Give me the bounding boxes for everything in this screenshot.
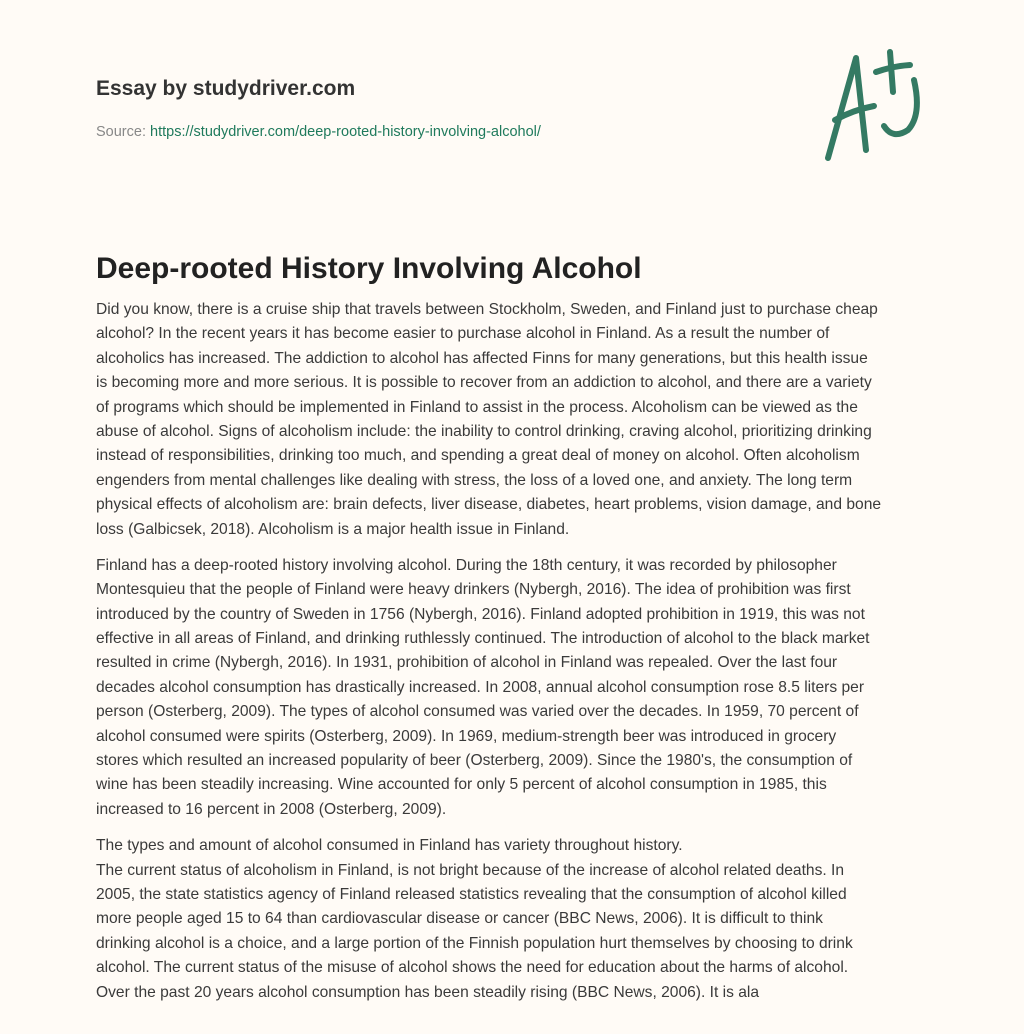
paragraph bbox=[96, 554, 936, 822]
paragraph-line: instead of responsibilities, drinking too much, and spending a great deal of money on alcohol. Often alcoholism bbox=[96, 447, 860, 465]
source-line bbox=[96, 124, 541, 140]
paragraph-line: drinking alcohol is a choice, and a large portion of the Finnish population hurt themselves by choosing to drink bbox=[96, 934, 853, 952]
paragraph-line: is becoming more and more serious. It is possible to recover from an addiction to alcohol, and there are a variety bbox=[96, 374, 872, 392]
paragraph-line: effective in all areas of Finland, and drinking ruthlessly continued. The introduction of alcohol to the black market bbox=[96, 630, 870, 648]
paragraph-line: resulted in crime (Nybergh, 2016). In 1931, prohibition of alcohol in Finland was repealed. Over the last four bbox=[96, 654, 838, 672]
source-link[interactable]: https://studydriver.com/deep-rooted-history-involving-alcohol/ bbox=[150, 124, 541, 140]
paragraph-line: more people aged 15 to 64 than cardiovascular disease or cancer (BBC News, 2006). It is difficult to think bbox=[96, 910, 823, 928]
paragraph-line: wine has been steadily increasing. Wine accounted for only 5 percent of alcohol consumption in 1985, this bbox=[96, 776, 827, 794]
paragraph-line: physical effects of alcoholism are: brain defects, liver disease, diabetes, heart problems, vision damage, and bone bbox=[96, 496, 882, 514]
paragraph-line: decades alcohol consumption has drastically increased. In 2008, annual alcohol consumption rose 8.5 liters per bbox=[96, 678, 865, 696]
paragraph-line: The current status of alcoholism in Finland, is not bright because of the increase of alcohol related deaths. In bbox=[96, 861, 845, 879]
paragraph-line: 2005, the state statistics agency of Finland released statistics revealing that the consumption of alcohol killed bbox=[96, 885, 847, 903]
paragraph-line: abuse of alcohol. Signs of alcoholism include: the inability to control drinking, craving alcohol, prioritizing drinking bbox=[96, 422, 872, 440]
a-plus-logo bbox=[818, 40, 928, 165]
paragraph-line: introduced by the country of Sweden in 1756 (Nybergh, 2016). Finland adopted prohibition in 1919, this was not bbox=[96, 605, 865, 623]
paragraph-line: person (Osterberg, 2009). The types of alcohol consumed was varied over the decades. In 1959, 70 percent of bbox=[96, 703, 859, 721]
paragraph bbox=[96, 834, 936, 1005]
source-label: Source: bbox=[96, 124, 146, 140]
paragraph-line: alcohol? In the recent years it has become easier to purchase alcohol in Finland. As a result the number of bbox=[96, 325, 830, 343]
paragraph-line: loss (Galbicsek, 2018). Alcoholism is a major health issue in Finland. bbox=[96, 520, 570, 538]
paragraph-line: alcohol consumed were spirits (Osterberg, 2009). In 1969, medium-strength beer was introduced in grocery bbox=[96, 727, 837, 745]
article-body bbox=[96, 298, 936, 1017]
paragraph bbox=[96, 298, 936, 542]
paragraph-line: Over the past 20 years alcohol consumption has been steadily rising (BBC News, 2006). It is ala bbox=[96, 983, 760, 1001]
paragraph-line: stores which resulted an increased popularity of beer (Osterberg, 2009). Since the 1980's, the consumption of bbox=[96, 752, 853, 770]
paragraph-line: alcoholics has increased. The addiction to alcohol has affected Finns for many generations, but this health issue bbox=[96, 349, 868, 367]
site-title: Essay by studydriver.com bbox=[96, 77, 356, 100]
paragraph-line: Montesquieu that the people of Finland were heavy drinkers (Nybergh, 2016). The idea of prohibition was first bbox=[96, 581, 851, 599]
paragraph-line: engenders from mental challenges like dealing with stress, the loss of a loved one, and anxiety. The long term bbox=[96, 471, 853, 489]
article-title: Deep-rooted History Involving Alcohol bbox=[96, 252, 642, 285]
paragraph-line: The types and amount of alcohol consumed in Finland has variety throughout history. bbox=[96, 837, 683, 855]
paragraph-line: alcohol. The current status of the misuse of alcohol shows the need for education about the harms of alcohol. bbox=[96, 959, 849, 977]
paragraph-line: Finland has a deep-rooted history involving alcohol. During the 18th century, it was recorded by philosopher bbox=[96, 556, 837, 574]
paragraph-line: of programs which should be implemented in Finland to assist in the process. Alcoholism can be viewed as the bbox=[96, 398, 858, 416]
paragraph-line: Did you know, there is a cruise ship that travels between Stockholm, Sweden, and Finland just to purchase cheap bbox=[96, 301, 878, 318]
paragraph-line: increased to 16 percent in 2008 (Osterberg, 2009). bbox=[96, 800, 447, 818]
